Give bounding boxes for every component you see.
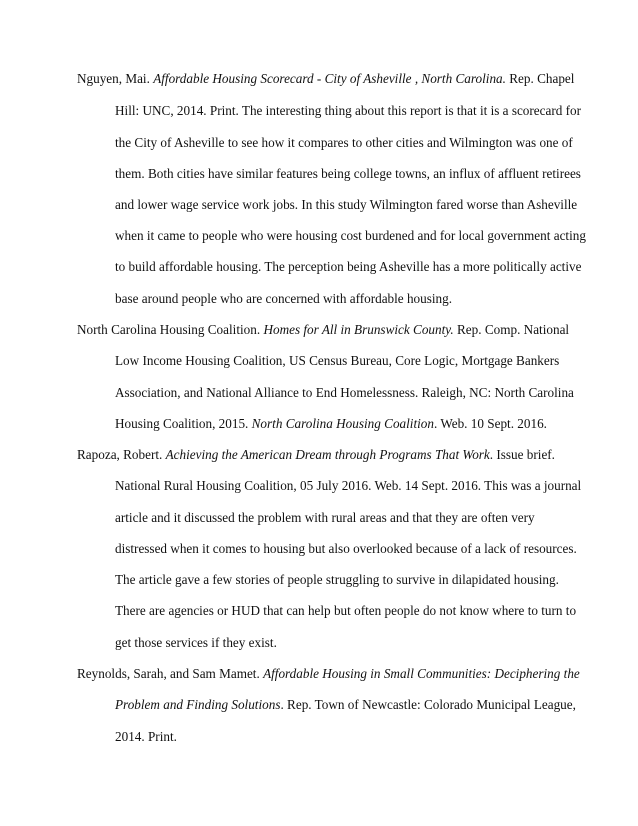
citation-author: North Carolina Housing Coalition. — [77, 322, 264, 337]
citation-text: . Rep. Town of Newcastle: Colorado Municipal League, — [280, 697, 576, 712]
citation-title: Affordable Housing Scorecard - City of Asheville , North Carolina. — [153, 71, 506, 86]
annotation-text: when it came to people who were housing cost burdened and for local government acting — [115, 228, 586, 243]
citation-text: National Rural Housing Coalition, 05 July 2016. Web. 14 Sept. 2016. This was a journal — [115, 478, 582, 493]
annotation-text: Hill: UNC, 2014. Print. The interesting thing about this report is that it is a scorecard for — [115, 103, 582, 118]
citation-line — [77, 446, 555, 464]
citation-text: Low Income Housing Coalition, US Census Bureau, Core Logic, Mortgage Bankers — [115, 353, 560, 368]
citation-author: Rapoza, Robert. — [77, 447, 166, 462]
citation-line — [115, 384, 574, 402]
citation-line — [115, 102, 581, 120]
citation-title: Homes for All in Brunswick County. — [263, 322, 454, 337]
citation-line — [115, 196, 577, 214]
citation-author: Nguyen, Mai. — [77, 71, 154, 86]
citation-line — [115, 290, 452, 308]
annotation-text: the City of Asheville to see how it compares to other cities and Wilmington was one of — [115, 135, 573, 150]
citation-line — [115, 415, 547, 433]
citation-line — [115, 634, 277, 652]
citation-line — [115, 165, 581, 183]
citation-text: Rep. Comp. National — [453, 322, 570, 337]
citation-line — [77, 70, 574, 88]
citation-text: . Web. 10 Sept. 2016. — [433, 416, 547, 431]
annotation-text: distressed when it comes to housing but also overlooked because of a lack of resources. — [115, 541, 577, 556]
citation-title: Problem and Finding Solutions — [115, 697, 281, 712]
citation-title: Affordable Housing in Small Communities: Deciphering the — [263, 666, 580, 681]
citation-line — [77, 665, 580, 683]
citation-line — [115, 134, 573, 152]
annotation-text: There are agencies or HUD that can help but often people do not know where to turn to — [115, 603, 577, 618]
citation-website: North Carolina Housing Coalition — [251, 416, 434, 431]
citation-line — [115, 602, 576, 620]
citation-line — [115, 571, 559, 589]
annotation-text: get those services if they exist. — [115, 635, 277, 650]
citation-line — [77, 321, 569, 339]
citation-line — [115, 728, 177, 746]
citation-text: . Issue brief. — [489, 447, 555, 462]
citation-author: Reynolds, Sarah, and Sam Mamet. — [77, 666, 264, 681]
annotation-text: base around people who are concerned with affordable housing. — [115, 291, 453, 306]
annotation-text: them. Both cities have similar features being college towns, an influx of affluent retirees — [115, 166, 581, 181]
citation-line — [115, 352, 559, 370]
citation-text: Housing Coalition, 2015. — [115, 416, 252, 431]
citation-line — [115, 540, 577, 558]
citation-line — [115, 227, 586, 245]
citation-line — [115, 696, 576, 714]
annotation-text: The article gave a few stories of people struggling to survive in dilapidated housing. — [115, 572, 559, 587]
citation-title: Achieving the American Dream through Programs That Work — [165, 447, 490, 462]
annotation-text: article and it discussed the problem with rural areas and that they are often very — [115, 510, 535, 525]
annotation-text: and lower wage service work jobs. In this study Wilmington fared worse than Asheville — [115, 197, 578, 212]
annotation-text: to build affordable housing. The perception being Asheville has a more politically active — [115, 259, 582, 274]
citation-line — [115, 258, 581, 276]
citation-text: Rep. Chapel — [505, 71, 575, 86]
citation-text: 2014. Print. — [115, 729, 177, 744]
citation-text: Association, and National Alliance to End Homelessness. Raleigh, NC: North Carolina — [115, 385, 574, 400]
citation-line — [115, 509, 535, 527]
citation-line — [115, 477, 581, 495]
